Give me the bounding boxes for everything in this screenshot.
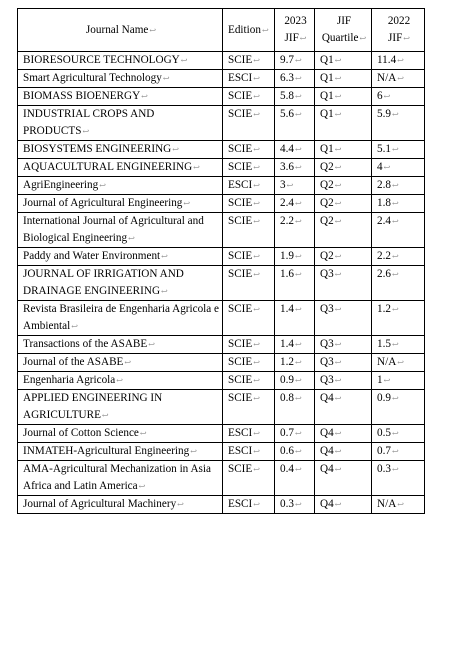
cell-jif-quartile: Q4↩ <box>315 425 372 443</box>
cell-2022-jif: 1.5↩ <box>372 336 425 354</box>
cell-jif-quartile: Q3↩ <box>315 372 372 390</box>
table-row <box>18 336 425 354</box>
table-row <box>18 159 425 177</box>
cell-2023-jif: 1.6↩ <box>275 266 315 301</box>
cell-journal-name: Transactions of the ASABE↩ <box>18 336 223 354</box>
cell-2023-jif: 0.4↩ <box>275 461 315 496</box>
cell-2022-jif: 1.8↩ <box>372 195 425 213</box>
table-row <box>18 461 425 496</box>
cell-edition: SCIE↩ <box>223 248 275 266</box>
cell-journal-name: Revista Brasileira de Engenharia Agricola e Ambiental↩ <box>18 301 223 336</box>
cell-journal-name: APPLIED ENGINEERING IN AGRICULTURE↩ <box>18 390 223 425</box>
table-row <box>18 301 425 336</box>
table-row <box>18 70 425 88</box>
table-row <box>18 88 425 106</box>
cell-2023-jif: 0.3↩ <box>275 496 315 514</box>
cell-journal-name: JOURNAL OF IRRIGATION AND DRAINAGE ENGINEERING↩ <box>18 266 223 301</box>
cell-2022-jif: 2.4↩ <box>372 213 425 248</box>
cell-2023-jif: 2.2↩ <box>275 213 315 248</box>
cell-edition: ESCI↩ <box>223 177 275 195</box>
cell-2022-jif: N/A↩ <box>372 70 425 88</box>
table-row <box>18 443 425 461</box>
header-edition: Edition↩ <box>223 9 275 52</box>
table-row <box>18 177 425 195</box>
cell-edition: SCIE↩ <box>223 141 275 159</box>
cell-2023-jif: 5.6↩ <box>275 106 315 141</box>
table-row <box>18 390 425 425</box>
cell-journal-name: AQUACULTURAL ENGINEERING↩ <box>18 159 223 177</box>
cell-2022-jif: 4↩ <box>372 159 425 177</box>
header-2022-jif: 2022 JIF↩ <box>372 9 425 52</box>
cell-2023-jif: 0.9↩ <box>275 372 315 390</box>
table-row <box>18 248 425 266</box>
cell-jif-quartile: Q2↩ <box>315 159 372 177</box>
cell-2022-jif: 2.2↩ <box>372 248 425 266</box>
cell-2023-jif: 1.9↩ <box>275 248 315 266</box>
table-row <box>18 496 425 514</box>
cell-edition: ESCI↩ <box>223 70 275 88</box>
table-row <box>18 213 425 248</box>
table-row <box>18 106 425 141</box>
cell-2023-jif: 9.7↩ <box>275 52 315 70</box>
cell-edition: SCIE↩ <box>223 301 275 336</box>
table-row <box>18 372 425 390</box>
cell-2023-jif: 0.6↩ <box>275 443 315 461</box>
cell-2022-jif: 5.9↩ <box>372 106 425 141</box>
cell-edition: SCIE↩ <box>223 372 275 390</box>
cell-edition: SCIE↩ <box>223 266 275 301</box>
cell-jif-quartile: Q1↩ <box>315 70 372 88</box>
table-row <box>18 425 425 443</box>
header-jif-quartile: JIF Quartile↩ <box>315 9 372 52</box>
cell-2022-jif: N/A↩ <box>372 496 425 514</box>
cell-journal-name: Smart Agricultural Technology↩ <box>18 70 223 88</box>
cell-2022-jif: 2.8↩ <box>372 177 425 195</box>
cell-2023-jif: 6.3↩ <box>275 70 315 88</box>
cell-edition: ESCI↩ <box>223 496 275 514</box>
cell-journal-name: Journal of the ASABE↩ <box>18 354 223 372</box>
cell-2022-jif: 0.7↩ <box>372 443 425 461</box>
cell-2022-jif: 0.5↩ <box>372 425 425 443</box>
cell-journal-name: Journal of Agricultural Engineering↩ <box>18 195 223 213</box>
cell-jif-quartile: Q4↩ <box>315 496 372 514</box>
table-row <box>18 195 425 213</box>
cell-edition: SCIE↩ <box>223 354 275 372</box>
cell-edition: SCIE↩ <box>223 461 275 496</box>
cell-2023-jif: 1.2↩ <box>275 354 315 372</box>
cell-2022-jif: 6↩ <box>372 88 425 106</box>
cell-journal-name: Paddy and Water Environment↩ <box>18 248 223 266</box>
table-body <box>18 52 425 514</box>
cell-jif-quartile: Q2↩ <box>315 177 372 195</box>
cell-jif-quartile: Q1↩ <box>315 52 372 70</box>
cell-edition: ESCI↩ <box>223 425 275 443</box>
cell-2022-jif: 11.4↩ <box>372 52 425 70</box>
cell-journal-name: AMA-Agricultural Mechanization in Asia Africa and Latin America↩ <box>18 461 223 496</box>
cell-2023-jif: 5.8↩ <box>275 88 315 106</box>
cell-edition: SCIE↩ <box>223 336 275 354</box>
cell-2022-jif: 2.6↩ <box>372 266 425 301</box>
cell-edition: SCIE↩ <box>223 88 275 106</box>
header-row <box>18 9 425 52</box>
cell-2022-jif: 0.3↩ <box>372 461 425 496</box>
cell-edition: SCIE↩ <box>223 52 275 70</box>
cell-edition: SCIE↩ <box>223 195 275 213</box>
header-journal-name: Journal Name↩ <box>18 9 223 52</box>
cell-jif-quartile: Q4↩ <box>315 461 372 496</box>
cell-journal-name: BIOMASS BIOENERGY↩ <box>18 88 223 106</box>
cell-journal-name: BIORESOURCE TECHNOLOGY↩ <box>18 52 223 70</box>
cell-jif-quartile: Q2↩ <box>315 213 372 248</box>
cell-2023-jif: 0.7↩ <box>275 425 315 443</box>
cell-jif-quartile: Q4↩ <box>315 390 372 425</box>
cell-2023-jif: 2.4↩ <box>275 195 315 213</box>
cell-2022-jif: 5.1↩ <box>372 141 425 159</box>
cell-jif-quartile: Q3↩ <box>315 301 372 336</box>
table-row <box>18 141 425 159</box>
cell-journal-name: Journal of Cotton Science↩ <box>18 425 223 443</box>
cell-jif-quartile: Q2↩ <box>315 195 372 213</box>
cell-2022-jif: 1↩ <box>372 372 425 390</box>
table-row <box>18 52 425 70</box>
cell-journal-name: International Journal of Agricultural and Biological Engineering↩ <box>18 213 223 248</box>
cell-edition: SCIE↩ <box>223 159 275 177</box>
header-2023-jif: 2023 JIF↩ <box>275 9 315 52</box>
cell-journal-name: AgriEngineering↩ <box>18 177 223 195</box>
cell-2022-jif: N/A↩ <box>372 354 425 372</box>
cell-2023-jif: 1.4↩ <box>275 336 315 354</box>
cell-journal-name: INDUSTRIAL CROPS AND PRODUCTS↩ <box>18 106 223 141</box>
journal-table <box>17 8 425 514</box>
cell-jif-quartile: Q1↩ <box>315 141 372 159</box>
cell-jif-quartile: Q1↩ <box>315 106 372 141</box>
cell-journal-name: BIOSYSTEMS ENGINEERING↩ <box>18 141 223 159</box>
cell-edition: SCIE↩ <box>223 213 275 248</box>
cell-journal-name: INMATEH-Agricultural Engineering↩ <box>18 443 223 461</box>
cell-jif-quartile: Q3↩ <box>315 354 372 372</box>
cell-2023-jif: 3.6↩ <box>275 159 315 177</box>
cell-2023-jif: 1.4↩ <box>275 301 315 336</box>
cell-2022-jif: 0.9↩ <box>372 390 425 425</box>
cell-jif-quartile: Q4↩ <box>315 443 372 461</box>
cell-jif-quartile: Q3↩ <box>315 266 372 301</box>
cell-2023-jif: 4.4↩ <box>275 141 315 159</box>
table-row <box>18 354 425 372</box>
table-row <box>18 266 425 301</box>
cell-edition: ESCI↩ <box>223 443 275 461</box>
cell-journal-name: Engenharia Agricola↩ <box>18 372 223 390</box>
cell-2022-jif: 1.2↩ <box>372 301 425 336</box>
cell-2023-jif: 3↩ <box>275 177 315 195</box>
cell-edition: SCIE↩ <box>223 106 275 141</box>
cell-journal-name: Journal of Agricultural Machinery↩ <box>18 496 223 514</box>
cell-edition: SCIE↩ <box>223 390 275 425</box>
cell-jif-quartile: Q1↩ <box>315 88 372 106</box>
cell-jif-quartile: Q2↩ <box>315 248 372 266</box>
cell-2023-jif: 0.8↩ <box>275 390 315 425</box>
cell-jif-quartile: Q3↩ <box>315 336 372 354</box>
